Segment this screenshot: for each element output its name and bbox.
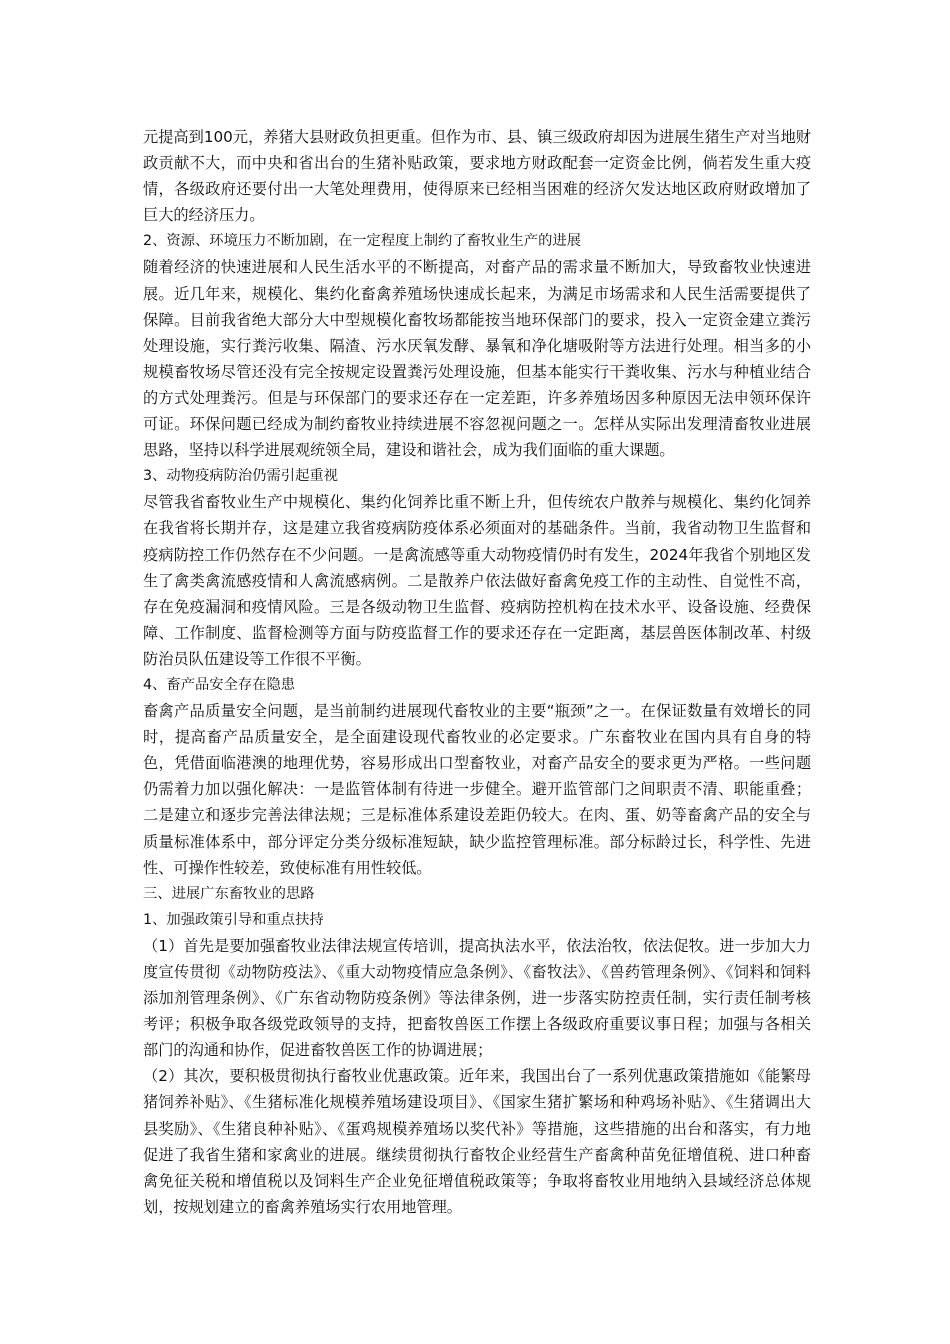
- heading-policy-guidance: 1、加强政策引导和重点扶持: [143, 911, 324, 928]
- heading-resources-environment: 2、资源、环境压力不断加剧，在一定程度上制约了畜牧业生产的进展: [143, 233, 581, 250]
- document-page: [143, 124, 811, 1220]
- paragraph-policy-1: （1）首先是要加强畜牧业法律法规宣传培训，提高执法水平，依法治牧，依法促牧。进一步加大力度宣传贯彻《动物防疫法》、《重大动物疫情应急条例》、《畜牧法》、《兽药管理条例》、《饲料和饲料添加剂管理条例》、《广东省动物防疫条例》等法律条例，进一步落实防控责任制，实行责任制考核考评；积极争取各级党政领导的支持，把畜牧兽医工作摆上各级政府重要议事日程；加强与各相关部门的沟通和协作，促进畜牧兽医工作的协调进展；: [143, 936, 811, 1060]
- paragraph-fiscal-pressure: 元提高到100元，养猪大县财政负担更重。但作为市、县、镇三级政府却因为进展生猪生产对当地财政贡献不大，而中央和省出台的生猪补贴政策，要求地方财政配套一定资金比例，倘若发生重大疫情，各级政府还要付出一大笔处理费用，使得原来已经相当困难的经济欠发达地区政府财政增加了巨大的经济压力。: [143, 128, 811, 225]
- heading-section-three: 三、进展广东畜牧业的思路: [143, 885, 315, 902]
- heading-disease-control: 3、动物疫病防治仍需引起重视: [143, 468, 338, 485]
- heading-product-safety: 4、畜产品安全存在隐患: [143, 676, 296, 693]
- paragraph-product-safety: 畜禽产品质量安全问题，是当前制约进展现代畜牧业的主要“瓶颈”之一。在保证数量有效增长的同时，提高畜产品质量安全，是全面建设现代畜牧业的必定要求。广东畜牧业在国内具有自身的特色，凭借面临港澳的地理优势，容易形成出口型畜牧业，对畜产品安全的要求更为严格。一些问题仍需着力加以强化解决：一是监管体制有待进一步健全。避开监管部门之间职责不清、职能重叠；二是建立和逐步完善法律法规；三是标准体系建设差距仍较大。在肉、蛋、奶等畜禽产品的安全与质量标准体系中，部分评定分类分级标准短缺，缺少监控管理标准。部分标龄过长，科学性、先进性、可操作性较差，致使标准有用性较低。: [143, 702, 811, 877]
- paragraph-disease-control: 尽管我省畜牧业生产中规模化、集约化饲养比重不断上升，但传统农户散养与规模化、集约化饲养在我省将长期并存，这是建立我省疫病防疫体系必须面对的基础条件。当前，我省动物卫生监督和疫病防控工作仍然存在不少问题。一是禽流感等重大动物疫情仍时有发生，2024年我省个别地区发生了禽类禽流感疫情和人禽流感病例。二是散养户依法做好畜禽免疫工作的主动性、自觉性不高，存在免疫漏洞和疫情风险。三是各级动物卫生监督、疫病防控机构在技术水平、设备设施、经费保障、工作制度、监督检测等方面与防疫监督工作的要求还存在一定距离，基层兽医体制改革、村级防治员队伍建设等工作很不平衡。: [143, 493, 811, 668]
- paragraph-environment: 随着经济的快速进展和人民生活水平的不断提高，对畜产品的需求量不断加大，导致畜牧业快速进展。近几年来，规模化、集约化畜禽养殖场快速成长起来，为满足市场需求和人民生活需要提供了保障。目前我省绝大部分大中型规模化畜牧场都能按当地环保部门的要求，投入一定资金建立粪污处理设施，实行粪污收集、隔渣、污水厌氧发酵、暴氧和净化塘吸附等方法进行处理。相当多的小规模畜牧场尽管还没有完全按规定设置粪污处理设施，但基本能实行干粪收集、污水与种植业结合的方式处理粪污。但是与环保部门的要求还存在一定差距，许多养殖场因多种原因无法申领环保许可证。环保问题已经成为制约畜牧业持续进展不容忽视问题之一。怎样从实际出发理清畜牧业进展思路，坚持以科学进展观统领全局，建设和谐社会，成为我们面临的重大课题。: [143, 258, 811, 460]
- paragraph-policy-2: （2）其次，要积极贯彻执行畜牧业优惠政策。近年来，我国出台了一系列优惠政策措施如《能繁母猪饲养补贴》、《生猪标准化规模养殖场建设项目》、《国家生猪扩繁场和种鸡场补贴》、《生猪调出大县奖励》、《生猪良种补贴》、《蛋鸡规模养殖场以奖代补》等措施，这些措施的出台和落实，有力地促进了我省生猪和家禽业的进展。继续贯彻执行畜牧企业经营生产畜禽种苗免征增值税、进口种畜禽免征关税和增值税以及饲料生产企业免征增值税政策等；争取将畜牧业用地纳入县域经济总体规划，按规划建立的畜禽养殖场实行农用地管理。: [143, 1067, 811, 1216]
